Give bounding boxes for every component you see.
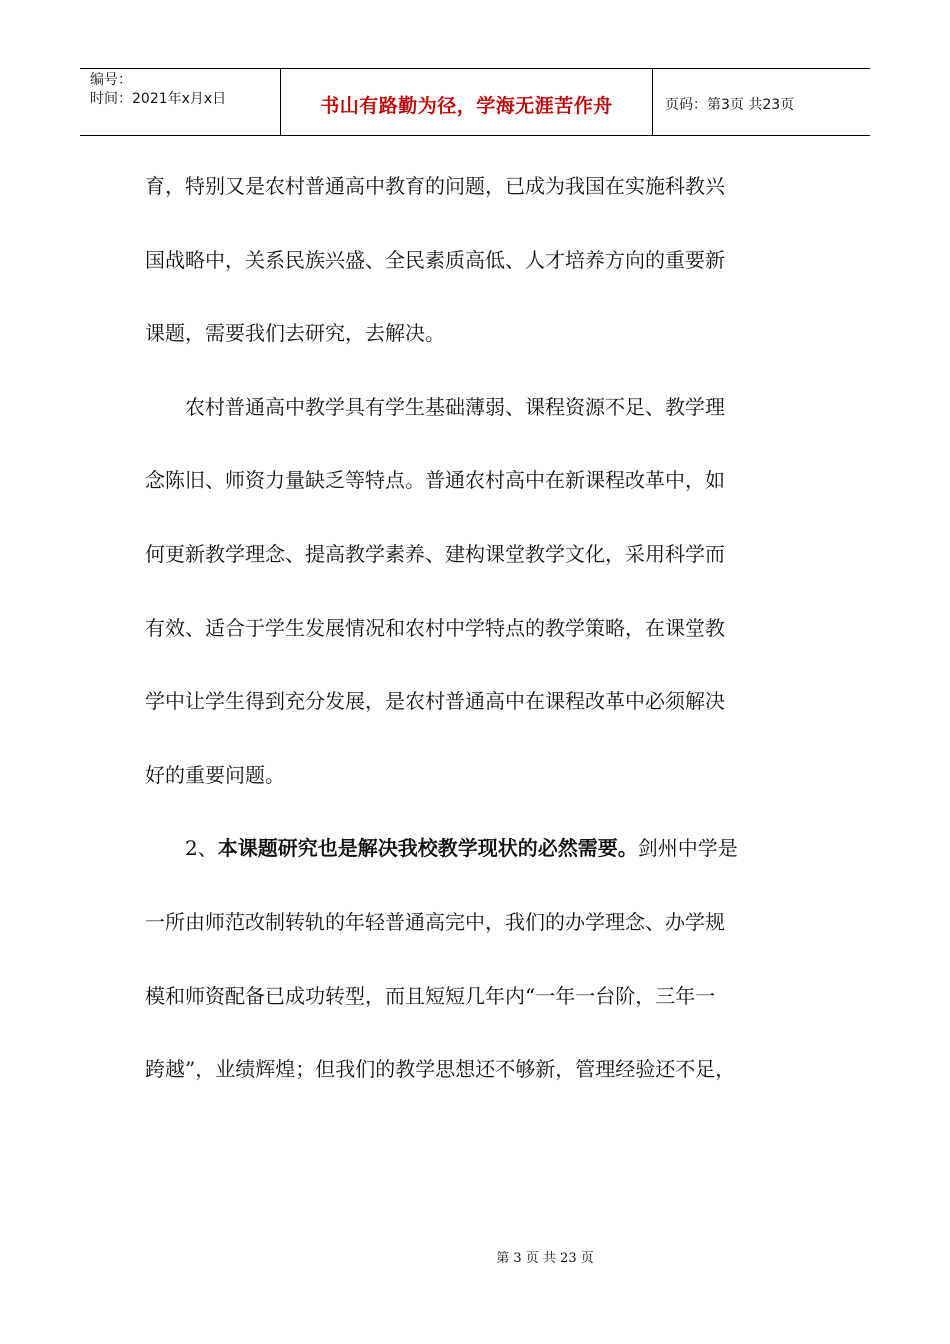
body-line: 育，特别又是农村普通高中教育的问题，已成为我国在实施科教兴	[145, 174, 725, 198]
document-date: 时间：2021年x月x日	[90, 91, 227, 107]
document-body	[145, 166, 810, 1123]
header-motto-cell	[281, 69, 653, 135]
body-line: 念陈旧、师资力量缺乏等特点。普通农村高中在新课程改革中，如	[145, 468, 725, 493]
header-meta	[80, 69, 281, 135]
footer-page-number: 第 3 页 共 23 页	[496, 1251, 594, 1266]
body-line: 课题，需要我们去研究，去解决。	[145, 321, 445, 346]
point-2-text: 剑州中学是	[637, 836, 738, 861]
body-line: 模和师资配备已成功转型，而且短短几年内“一年一台阶，三年一	[145, 983, 716, 1008]
body-line: 国战略中，关系民族兴盛、全民素质高低、人才培养方向的重要新	[145, 247, 725, 272]
point-2-heading: 本课题研究也是解决我校教学现状的必然需要。	[217, 836, 638, 861]
header-page-number: 页码：第3页 共23页	[665, 97, 795, 113]
body-line: 何更新教学理念、提高教学素养、建构课堂教学文化，采用科学而	[145, 541, 725, 566]
body-line: 一所由师范改制转轨的年轻普通高完中，我们的办学理念、办学规	[145, 909, 725, 934]
body-line: 学中让学生得到充分发展，是农村普通高中在课程改革中必须解决	[145, 689, 725, 714]
header-page-info	[653, 69, 870, 135]
point-2-number: 2、	[145, 836, 218, 861]
page-footer	[0, 1247, 950, 1266]
body-line: 好的重要问题。	[145, 762, 285, 787]
document-number-label: 编号：	[90, 72, 132, 88]
point-2-line	[145, 828, 810, 902]
page-header	[80, 68, 870, 136]
body-line: 有效、适合于学生发展情况和农村中学特点的教学策略，在课堂教	[145, 615, 725, 640]
body-line: 跨越”，业绩辉煌；但我们的教学思想还不够新，管理经验还不足，	[145, 1057, 736, 1082]
header-motto: 书山有路勤为径，学海无涯苦作舟	[320, 94, 613, 117]
body-line: 农村普通高中教学具有学生基础薄弱、课程资源不足、教学理	[145, 394, 725, 419]
